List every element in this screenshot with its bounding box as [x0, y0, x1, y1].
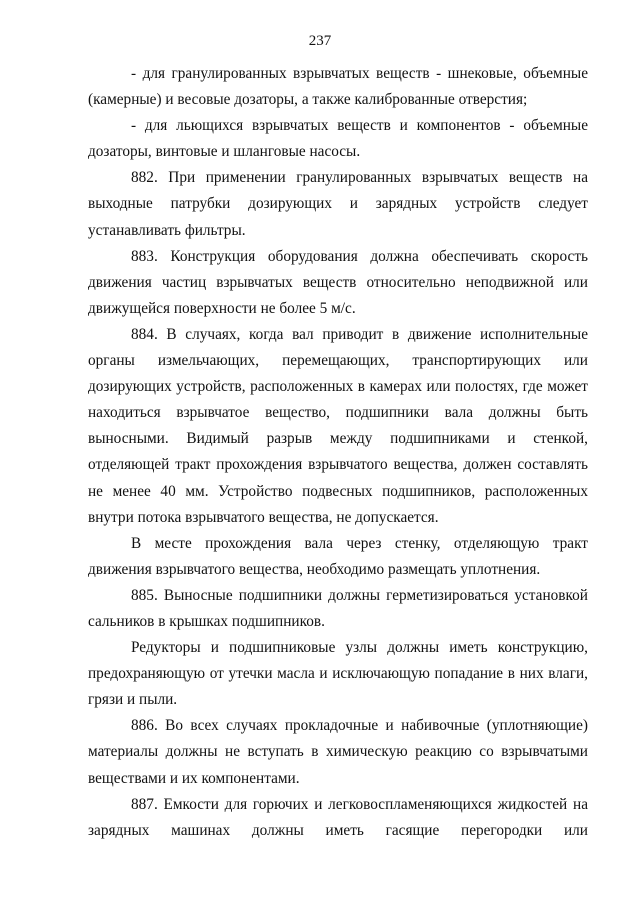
paragraph-shaft-seal: В месте прохождения вала через стенку, отделяющую тракт движения взрывчатого вещества, необходимо размещать уплотнения.: [88, 534, 588, 578]
paragraph-reducers: Редукторы и подшипниковые узлы должны иметь конструкцию, предохраняющую от утечки масла и исключающую попадание в них влаги, грязи и пыли.: [88, 639, 588, 709]
paragraph-886: 886. Во всех случаях прокладочные и набивочные (уплотняющие) материалы должны не вступать в химическую реакцию со взрывчатыми веществами и их компонентами.: [88, 717, 588, 787]
paragraph-dosing-granulated: - для гранулированных взрывчатых веществ - шнековые, объемные (камерные) и весовые дозаторы, а также калиброванные отверстия;: [88, 65, 588, 109]
document-body: [88, 61, 588, 844]
paragraph-dosing-liquid: - для льющихся взрывчатых веществ и компонентов - объемные дозаторы, винтовые и шланговые насосы.: [88, 117, 588, 161]
paragraph-884: 884. В случаях, когда вал приводит в движение исполнительные органы измельчающих, перемещающих, транспортирующих или дозирующих устройств, расположенных в камерах или полостях, где может находиться взрывчатое вещество, подшипники вала должны быть выносными. Видимый разрыв между подшипниками и стенкой, отделяющей тракт прохождения взрывчатого вещества, должен составлять не менее 40 мм. Устройство подвесных подшипников, расположенных внутри потока взрывчатого вещества, не допускается.: [88, 325, 588, 526]
paragraph-885: 885. Выносные подшипники должны герметизироваться установкой сальников в крышках подшипников.: [88, 586, 588, 630]
paragraph-887: 887. Емкости для горючих и легковоспламеняющихся жидкостей на зарядных машинах должны иметь гасящие перегородки или: [88, 795, 588, 839]
page-number: 237: [308, 33, 332, 49]
paragraph-883: 883. Конструкция оборудования должна обеспечивать скорость движения частиц взрывчатых веществ относительно неподвижной или движущейся поверхности не более 5 м/с.: [88, 247, 588, 317]
paragraph-882: 882. При применении гранулированных взрывчатых веществ на выходные патрубки дозирующих и зарядных устройств следует устанавливать фильтры.: [88, 169, 588, 239]
